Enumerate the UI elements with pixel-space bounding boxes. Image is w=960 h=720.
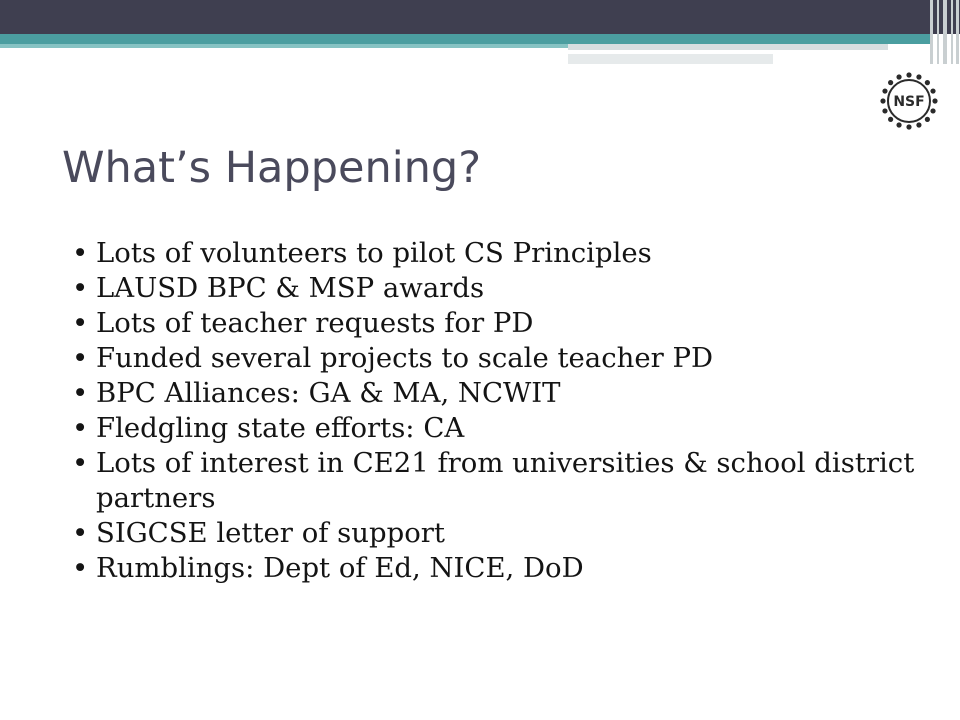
nsf-ring-figure xyxy=(930,108,935,113)
nsf-logo-icon xyxy=(878,70,940,132)
nsf-ring-figure xyxy=(888,80,893,85)
header-accent-band xyxy=(0,34,930,44)
bullet-item: • Lots of interest in CE21 from universities & school district partners xyxy=(72,446,932,516)
nsf-ring-figure xyxy=(916,74,921,79)
header-gray-strip xyxy=(568,44,888,50)
header-accent-band-light xyxy=(0,44,568,48)
nsf-logo-text: NSF xyxy=(893,94,925,110)
bullet-list xyxy=(72,236,932,586)
nsf-ring-figure xyxy=(906,72,911,77)
bullet-item: • SIGCSE letter of support xyxy=(72,516,932,551)
nsf-ring-figure xyxy=(906,124,911,129)
nsf-ring-figure xyxy=(916,122,921,127)
nsf-ring-figure xyxy=(930,88,935,93)
slide-title: What’s Happening? xyxy=(62,143,482,193)
nsf-ring-figure xyxy=(882,108,887,113)
header-bar xyxy=(0,0,960,34)
nsf-ring-figure xyxy=(880,98,885,103)
bullet-item: • Lots of teacher requests for PD xyxy=(72,306,932,341)
bullet-item: • Fledgling state efforts: CA xyxy=(72,411,932,446)
nsf-ring-figure xyxy=(925,117,930,122)
header-gray-strip-lower xyxy=(568,54,773,64)
nsf-ring-figure xyxy=(896,74,901,79)
nsf-ring-figure xyxy=(932,98,937,103)
nsf-ring-figure xyxy=(896,122,901,127)
bullet-item: • Funded several projects to scale teacher PD xyxy=(72,341,932,376)
header-corner-lines xyxy=(928,0,960,64)
bullet-item: • BPC Alliances: GA & MA, NCWIT xyxy=(72,376,932,411)
bullet-item: • LAUSD BPC & MSP awards xyxy=(72,271,932,306)
nsf-ring-figure xyxy=(888,117,893,122)
bullet-item: • Rumblings: Dept of Ed, NICE, DoD xyxy=(72,551,932,586)
nsf-ring-figure xyxy=(882,88,887,93)
nsf-ring-figure xyxy=(925,80,930,85)
bullet-item: • Lots of volunteers to pilot CS Principles xyxy=(72,236,932,271)
